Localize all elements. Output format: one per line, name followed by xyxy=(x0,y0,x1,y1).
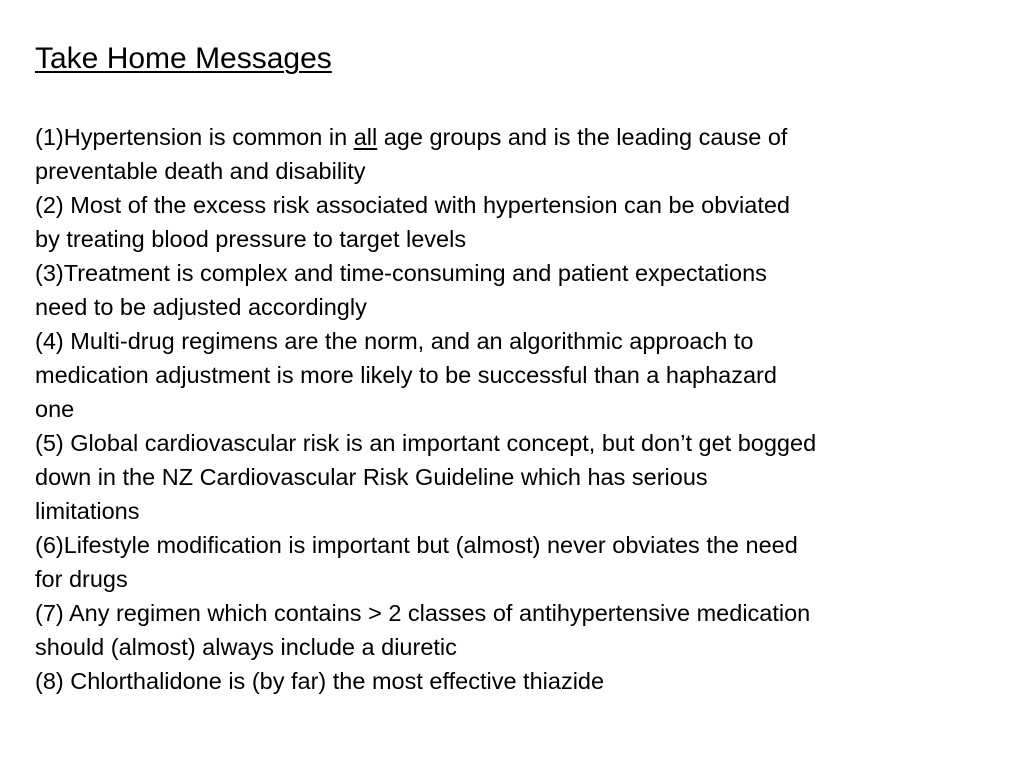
take-home-messages-list xyxy=(35,120,995,698)
message-6-line-2: for drugs xyxy=(35,566,128,592)
slide-title: Take Home Messages xyxy=(35,42,332,75)
message-2-line-1: (2) Most of the excess risk associated with hypertension can be obviated xyxy=(35,192,790,218)
message-1 xyxy=(35,120,995,188)
message-5-line-2: down in the NZ Cardiovascular Risk Guideline which has serious xyxy=(35,464,708,490)
message-1-line-1 xyxy=(35,120,995,154)
message-5-line-1: (5) Global cardiovascular risk is an important concept, but don’t get bogged xyxy=(35,430,817,456)
message-6-line-1: (6)Lifestyle modification is important but (almost) never obviates the need xyxy=(35,532,798,558)
message-4-line-3: one xyxy=(35,396,75,422)
message-8-line-1: (8) Chlorthalidone is (by far) the most effective thiazide xyxy=(35,668,605,694)
message-4-line-1: (4) Multi-drug regimens are the norm, and an algorithmic approach to xyxy=(35,328,754,354)
message-2 xyxy=(35,188,995,256)
message-3 xyxy=(35,256,995,324)
message-1-text-prefix: (1)Hypertension is common in xyxy=(35,124,354,150)
message-7-line-1: (7) Any regimen which contains > 2 classes of antihypertensive medication xyxy=(35,600,811,626)
message-1-emphasis-all: all xyxy=(353,124,378,150)
message-3-line-1: (3)Treatment is complex and time-consuming and patient expectations xyxy=(35,260,767,286)
message-3-line-2: need to be adjusted accordingly xyxy=(35,294,367,320)
message-1-text-suffix: age groups and is the leading cause of xyxy=(377,124,788,150)
message-8 xyxy=(35,664,995,698)
message-4 xyxy=(35,324,995,426)
message-1-line-2: preventable death and disability xyxy=(35,158,366,184)
message-5-line-3: limitations xyxy=(35,498,140,524)
message-4-line-2: medication adjustment is more likely to be successful than a haphazard xyxy=(35,362,777,388)
message-7 xyxy=(35,596,995,664)
message-5 xyxy=(35,426,995,528)
message-2-line-2: by treating blood pressure to target levels xyxy=(35,226,467,252)
message-6 xyxy=(35,528,995,596)
message-7-line-2: should (almost) always include a diuretic xyxy=(35,634,457,660)
